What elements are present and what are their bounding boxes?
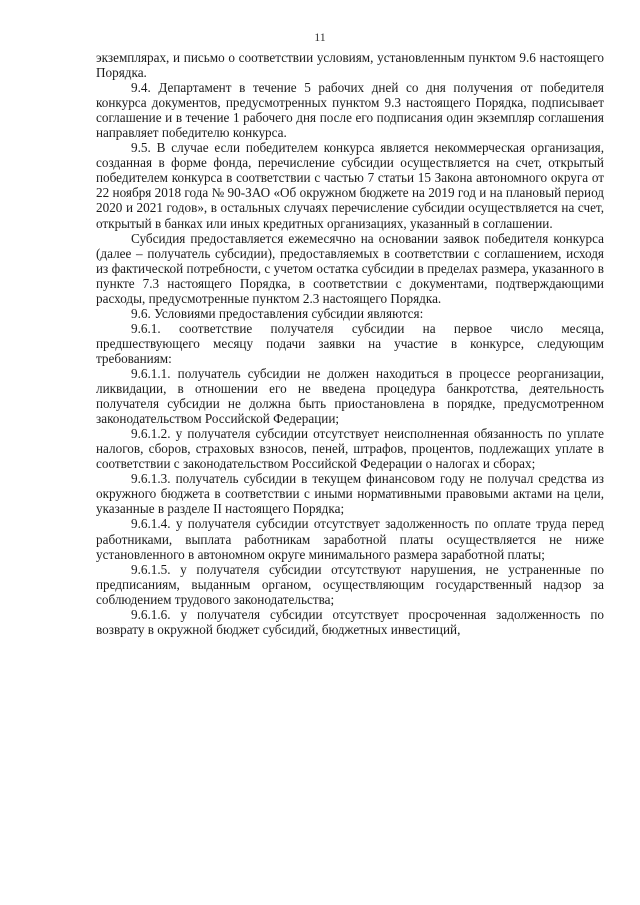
paragraph-9-5: 9.5. В случае если победителем конкурса является некоммерческая организация, созданная в форме фонда, перечисление субсидии осуществляется на счет, открытый победителем конкурса в соответствии с частью 7 статьи 15 Закона автономного округа от 22 ноября 2018 года № 90-ЗАО «Об окружном бюджете на 2019 год и на плановый период 2020 и 2021 годов», в остальных случаях перечисление субсидии осуществляется на счет, открытый в банках или иных кредитных организациях, указанный в соглашении. <box>96 140 604 231</box>
paragraph-subsidy-monthly: Субсидия предоставляется ежемесячно на основании заявок победителя конкурса (далее – получатель субсидии), предоставляемых в соответствии с соглашением, исходя из фактической потребности, с учетом остатка субсидии в пределах размера, указанного в пункте 7.3 настоящего Порядка, в соответствии с документами, подтверждающими расходы, предусмотренные пунктом 2.3 настоящего Порядка. <box>96 230 604 306</box>
paragraph-9-6-1: 9.6.1. соответствие получателя субсидии на первое число месяца, предшествующего месяцу подачи заявки на участие в конкурсе, следующим требованиям: <box>96 320 604 366</box>
paragraph-9-4: 9.4. Департамент в течение 5 рабочих дней со дня получения от победителя конкурса документов, предусмотренных пунктом 9.3 настоящего Порядка, подписывает соглашение и в течение 1 рабочего дня после его подписания один экземпляр соглашения направляет победителю конкурса. <box>96 80 604 141</box>
paragraph-9-6-1-3: 9.6.1.3. получатель субсидии в текущем финансовом году не получал средства из окружного бюджета в соответствии с иными нормативными правовыми актами на цели, указанные в разделе II настоящего Порядка; <box>96 471 604 517</box>
paragraph-9-6-1-2: 9.6.1.2. у получателя субсидии отсутствует неисполненная обязанность по уплате налогов, сборов, страховых взносов, пеней, штрафов, процентов, подлежащих уплате в соответствии с законодательством Российской Федерации о налогах и сборах; <box>96 426 604 472</box>
paragraph-9-6: 9.6. Условиями предоставления субсидии являются: <box>131 305 424 321</box>
paragraph-9-6-1-1: 9.6.1.1. получатель субсидии не должен находиться в процессе реорганизации, ликвидации, в отношении его не введена процедура банкротства, деятельность получателя субсидии не должна быть приостановлена в порядке, предусмотренном законодательством Российской Федерации; <box>96 365 604 427</box>
paragraph-9-6-1-4: 9.6.1.4. у получателя субсидии отсутствует задолженность по оплате труда перед работниками, выплата работникам заработной платы осуществляется не ниже установленного в автономном округе минимального размера заработной платы; <box>96 516 604 562</box>
paragraph-9-6-1-6: 9.6.1.6. у получателя субсидии отсутствует просроченная задолженность по возврату в окружной бюджет субсидий, бюджетных инвестиций, <box>96 606 604 637</box>
page-number: 11 <box>314 30 326 44</box>
paragraph-9-6-1-5: 9.6.1.5. у получателя субсидии отсутствуют нарушения, не устраненные по предписаниям, выданным органом, осуществляющим государственный надзор за соблюдением трудового законодательства; <box>96 561 604 607</box>
paragraph-continuation: экземплярах, и письмо о соответствии условиям, установленным пунктом 9.6 настоящего Порядка. <box>96 50 604 81</box>
document-body <box>96 50 604 637</box>
